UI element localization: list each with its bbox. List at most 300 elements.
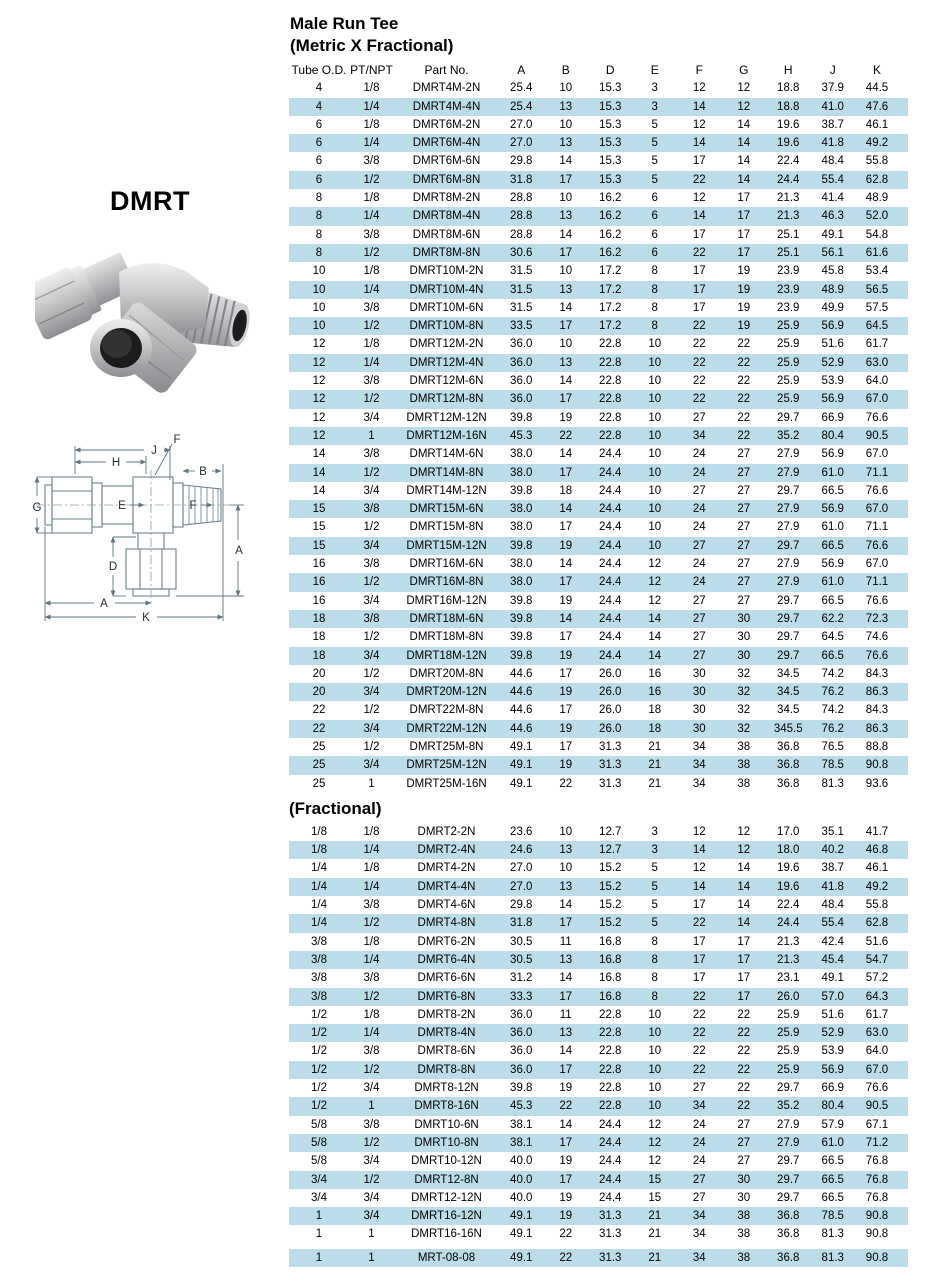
cell: 27: [737, 521, 751, 534]
cell: 14: [677, 841, 722, 859]
cell: 51.6: [821, 1008, 844, 1021]
cell: 27: [692, 631, 706, 644]
cell: 27: [737, 1155, 751, 1168]
cell: DMRT8-12N: [414, 1082, 479, 1095]
cell: 1: [368, 777, 375, 790]
table-row: [289, 537, 908, 555]
cell: 24.4: [766, 171, 811, 189]
cell: 17: [544, 988, 589, 1006]
column-header: H: [783, 63, 793, 77]
cell: 30.5: [499, 951, 544, 969]
cell: 21: [633, 756, 678, 774]
cell: 49.2: [855, 878, 908, 896]
cell: 27.9: [777, 448, 800, 461]
cell: 84.3: [865, 704, 889, 717]
column-header-row: [289, 61, 908, 79]
cell: 12: [289, 354, 349, 372]
cell: 24: [677, 464, 722, 482]
cell: 19: [737, 265, 751, 278]
cell: 56.1: [811, 244, 856, 262]
cell: 17: [544, 464, 589, 482]
cell: 67.0: [855, 1061, 908, 1079]
cell: DMRT12M-16N: [394, 427, 499, 445]
cell: 18: [633, 720, 678, 738]
cell: 26.0: [588, 683, 633, 701]
cell: 3/4: [289, 1171, 349, 1189]
cell: 1/8: [311, 825, 327, 838]
cell: 1/4: [289, 914, 349, 932]
cell: 14: [559, 1045, 573, 1058]
cell: 81.3: [811, 1249, 856, 1267]
cell: DMRT10-6N: [414, 1118, 479, 1131]
cell: 17.2: [599, 301, 622, 314]
cell: 24.4: [588, 1171, 633, 1189]
cell: 22: [544, 1249, 589, 1267]
cell: 36.0: [499, 1061, 544, 1079]
cell: 3/8: [349, 610, 394, 628]
cell: 29.7: [777, 631, 800, 644]
cell: 17: [544, 573, 589, 591]
cell: 1/2: [311, 1045, 327, 1058]
cell: 13: [544, 281, 589, 299]
cell: 3/8: [363, 972, 380, 985]
cell: 66.5: [821, 1155, 844, 1168]
cell: 15.3: [599, 82, 622, 95]
cell: 24.4: [599, 521, 622, 534]
cell: 38.1: [499, 1134, 544, 1152]
cell: 78.5: [811, 756, 856, 774]
dim-label-g: G: [32, 502, 42, 514]
cell: 12: [737, 825, 751, 838]
cell: DMRT6M-8N: [394, 171, 499, 189]
cell: 36.0: [510, 1045, 533, 1058]
cell: 48.4: [821, 899, 844, 912]
cell: 10: [648, 375, 662, 388]
cell: 1/2: [349, 1171, 394, 1189]
cell: 16.8: [599, 972, 622, 985]
cell: 48.4: [821, 155, 844, 168]
cell: 17: [544, 1134, 589, 1152]
cell: 49.1: [499, 1249, 544, 1267]
cell: 30: [737, 631, 751, 644]
cell: 29.7: [777, 594, 800, 607]
dimension-diagram: [18, 428, 280, 650]
cell: 49.1: [510, 777, 533, 790]
column-header: Tube O.D.: [291, 63, 347, 77]
cell: 33.5: [499, 317, 544, 335]
cell: 22: [722, 390, 767, 408]
cell: 16: [289, 573, 349, 591]
cell: 10: [289, 281, 349, 299]
cell: 38: [722, 1249, 767, 1267]
cell: 15.2: [588, 878, 633, 896]
cell: 38.0: [510, 448, 533, 461]
cell: DMRT18M-8N: [409, 631, 484, 644]
cell: 30: [737, 1191, 751, 1204]
cell: 1/4: [349, 878, 394, 896]
cell: 55.8: [865, 899, 889, 912]
cell: 90.8: [855, 756, 908, 774]
cell: 31.5: [510, 265, 533, 278]
table-row: [289, 701, 908, 719]
cell: 61.0: [811, 573, 856, 591]
cell: 71.1: [855, 464, 908, 482]
cell: 3/4: [363, 484, 380, 497]
cell: 31.3: [588, 1207, 633, 1225]
table-row: [289, 1207, 908, 1225]
cell: 1/4: [349, 951, 394, 969]
cell: 14: [677, 207, 722, 225]
cell: 74.2: [821, 704, 844, 717]
cell: 22.8: [599, 338, 622, 351]
cell: 38: [737, 777, 751, 790]
cell: 1/4: [349, 281, 394, 299]
table-row: [289, 665, 908, 683]
cell: 1: [315, 1228, 323, 1241]
cell: 27: [692, 1082, 706, 1095]
cell: 76.2: [811, 720, 856, 738]
page-title: Male Run Tee: [290, 14, 399, 33]
fractional-dimensions-table: [289, 823, 908, 1267]
table-row: [289, 823, 908, 841]
cell: 39.8: [499, 537, 544, 555]
cell: 25: [312, 777, 326, 790]
cell: 67.0: [865, 558, 889, 571]
cell: 14: [677, 98, 722, 116]
cell: 6: [289, 134, 349, 152]
cell: 34: [677, 427, 722, 445]
cell: 54.7: [855, 951, 908, 969]
cell: DMRT4-8N: [394, 914, 499, 932]
cell: 36.0: [510, 338, 533, 351]
cell: 17: [737, 228, 751, 241]
cell: 3/8: [363, 1118, 380, 1131]
cell: 22: [312, 704, 326, 717]
cell: 14: [633, 610, 678, 628]
cell: 29.7: [777, 484, 800, 497]
cell: 41.7: [865, 825, 889, 838]
cell: 55.4: [811, 171, 856, 189]
cell: 3/4: [363, 594, 380, 607]
cell: 16.8: [588, 988, 633, 1006]
cell: 19: [737, 301, 751, 314]
cell: 45.8: [821, 265, 844, 278]
column-header: D: [605, 63, 615, 77]
column-header: J: [829, 63, 836, 77]
cell: 15.3: [599, 118, 622, 131]
cell: 27.0: [499, 134, 544, 152]
cell: 15.3: [599, 155, 622, 168]
table-row: [289, 933, 908, 951]
cell: 74.6: [865, 631, 889, 644]
cell: 27.9: [766, 1134, 811, 1152]
cell: 10: [648, 448, 662, 461]
cell: 90.8: [865, 1228, 889, 1241]
cell: 76.8: [865, 1155, 889, 1168]
cell: 25: [289, 756, 349, 774]
cell: 56.9: [811, 1061, 856, 1079]
cell: 19: [559, 1191, 573, 1204]
cell: 66.5: [821, 1191, 844, 1204]
cell: 10: [312, 265, 326, 278]
cell: 62.2: [811, 610, 856, 628]
cell: 1: [368, 1228, 375, 1241]
cell: 29.7: [766, 537, 811, 555]
cell: 63.0: [855, 1024, 908, 1042]
cell: 10: [633, 1024, 678, 1042]
cell: 67.1: [865, 1118, 889, 1131]
cell: 40.0: [510, 1191, 533, 1204]
cell: 17.2: [588, 281, 633, 299]
cell: 22: [677, 914, 722, 932]
cell: 20: [312, 667, 326, 680]
table-row: [289, 775, 908, 793]
cell: 10: [633, 354, 678, 372]
cell: 5: [651, 118, 658, 131]
cell: 80.4: [811, 1097, 856, 1115]
cell: 31.2: [510, 972, 533, 985]
cell: 25: [312, 740, 326, 753]
cell: 17: [692, 265, 706, 278]
cell: 13: [544, 1024, 589, 1042]
cell: 1/2: [363, 704, 380, 717]
cell: 23.9: [777, 301, 800, 314]
cell: 25.9: [766, 317, 811, 335]
cell: 24.4: [599, 594, 622, 607]
cell: 38.0: [499, 573, 544, 591]
cell: 12: [312, 338, 326, 351]
cell: 25.4: [510, 82, 533, 95]
cell: 35.2: [766, 1097, 811, 1115]
cell: 36.0: [510, 1008, 533, 1021]
cell: 46.1: [865, 118, 889, 131]
cell: 39.8: [510, 631, 533, 644]
cell: 17: [737, 935, 751, 948]
cell: MRT-08-08: [394, 1249, 499, 1267]
cell: 17: [722, 207, 767, 225]
cell: 90.5: [855, 427, 908, 445]
cell: 17: [544, 317, 589, 335]
cell: 49.1: [499, 1207, 544, 1225]
cell: 1/8: [363, 1008, 380, 1021]
cell: 42.4: [821, 935, 844, 948]
cell: 55.8: [865, 155, 889, 168]
cell: 22: [559, 777, 573, 790]
cell: 5: [633, 914, 678, 932]
table-row: [289, 207, 908, 225]
cell: 76.6: [855, 537, 908, 555]
cell: 31.8: [499, 171, 544, 189]
cell: 14: [559, 899, 573, 912]
cell: 14: [312, 448, 326, 461]
cell: 8: [633, 281, 678, 299]
cell: 22: [692, 1008, 706, 1021]
cell: 56.9: [811, 390, 856, 408]
cell: 8: [651, 301, 658, 314]
cell: 61.0: [811, 1134, 856, 1152]
cell: 16: [648, 667, 662, 680]
cell: 17: [692, 228, 706, 241]
cell: 22.8: [599, 411, 622, 424]
cell: 27: [722, 537, 767, 555]
cell: 52.9: [811, 1024, 856, 1042]
cell: 14: [559, 155, 573, 168]
cell: 31.3: [599, 1228, 622, 1241]
table-row: [289, 1006, 908, 1024]
cell: 25.9: [766, 1024, 811, 1042]
cell: 17: [544, 914, 589, 932]
cell: 21.3: [777, 192, 800, 205]
cell: 6: [315, 118, 323, 131]
cell: 27.9: [777, 558, 800, 571]
cell: 86.3: [855, 683, 908, 701]
cell: 21: [633, 1249, 678, 1267]
cell: DMRT6-4N: [394, 951, 499, 969]
column-header: F: [695, 63, 703, 77]
cell: 39.8: [510, 1082, 533, 1095]
cell: 90.5: [855, 1097, 908, 1115]
cell: DMRT8M-6N: [412, 228, 481, 241]
cell: 6: [651, 228, 658, 241]
cell: 25.9: [777, 1008, 800, 1021]
cell: 61.0: [821, 521, 844, 534]
cell: 64.5: [821, 631, 844, 644]
cell: 17: [559, 521, 573, 534]
cell: 17: [692, 155, 706, 168]
cell: 34: [677, 1097, 722, 1115]
cell: 24.4: [599, 484, 622, 497]
table-row: [289, 518, 908, 536]
cell: 21: [633, 1207, 678, 1225]
cell: 18.8: [766, 98, 811, 116]
cell: 19.6: [766, 134, 811, 152]
cell: 24.4: [599, 448, 622, 461]
cell: 22.8: [599, 375, 622, 388]
cell: 12: [289, 390, 349, 408]
cell: 3/8: [311, 972, 327, 985]
cell: 14: [677, 878, 722, 896]
cell: 39.8: [510, 594, 533, 607]
cell: 22: [737, 1082, 751, 1095]
table-row: [289, 1097, 908, 1115]
cell: 17: [544, 1171, 589, 1189]
cell: 22: [737, 375, 751, 388]
cell: 93.6: [865, 777, 889, 790]
cell: 14: [559, 448, 573, 461]
cell: 23.6: [510, 825, 533, 838]
cell: 1/4: [289, 878, 349, 896]
column-header: PT/NPT: [350, 63, 393, 77]
cell: 31.3: [599, 777, 622, 790]
cell: DMRT25M-16N: [406, 777, 487, 790]
cell: 31.3: [588, 1249, 633, 1267]
cell: 14: [737, 118, 751, 131]
cell: DMRT8-6N: [417, 1045, 476, 1058]
cell: 12: [722, 841, 767, 859]
cell: 10: [633, 390, 678, 408]
dim-label-d: D: [108, 561, 118, 573]
cell: 53.9: [821, 375, 844, 388]
cell: 1/2: [349, 1061, 394, 1079]
cell: 45.4: [811, 951, 856, 969]
cell: 14: [648, 631, 662, 644]
cell: 3/8: [311, 935, 327, 948]
cell: DMRT16M-8N: [394, 573, 499, 591]
cell: 44.6: [510, 704, 533, 717]
cell: 17: [559, 704, 573, 717]
cell: 24: [692, 521, 706, 534]
cell: 22: [677, 171, 722, 189]
column-header: A: [517, 63, 526, 77]
cell: 21.3: [766, 207, 811, 225]
cell: 36.0: [499, 390, 544, 408]
column-header: G: [739, 63, 749, 77]
cell: 16.2: [588, 207, 633, 225]
cell: 3/4: [363, 1082, 380, 1095]
cell: 24.4: [588, 500, 633, 518]
table-row: [289, 1225, 908, 1243]
cell: 10: [559, 118, 573, 131]
cell: 17: [544, 171, 589, 189]
dim-label-f-right: F: [189, 500, 197, 512]
cell: 1/8: [363, 192, 380, 205]
cell: 22.8: [588, 1061, 633, 1079]
cell: 67.0: [855, 500, 908, 518]
table-row: [289, 1042, 908, 1060]
cell: 31.3: [588, 756, 633, 774]
cell: 12: [692, 862, 706, 875]
cell: 22: [677, 988, 722, 1006]
dim-label-f-top: F: [173, 434, 181, 446]
cell: 22: [677, 1024, 722, 1042]
cell: 10: [648, 1008, 662, 1021]
cell: 17: [722, 988, 767, 1006]
cell: 12: [312, 411, 326, 424]
cell: 57.0: [811, 988, 856, 1006]
cell: 28.8: [510, 228, 533, 241]
cell: 3/8: [363, 228, 380, 241]
cell: 13: [544, 951, 589, 969]
cell: 56.9: [821, 448, 844, 461]
cell: 71.1: [855, 573, 908, 591]
cell: 14: [722, 171, 767, 189]
cell: 24: [677, 573, 722, 591]
cell: 3/8: [363, 301, 380, 314]
cell: DMRT2-4N: [394, 841, 499, 859]
cell: 17: [692, 899, 706, 912]
cell: 27: [692, 484, 706, 497]
table-row: [289, 354, 908, 372]
cell: 49.1: [510, 740, 533, 753]
cell: 14: [737, 899, 751, 912]
cell: 30: [677, 720, 722, 738]
cell: 14: [559, 972, 573, 985]
table-row: [289, 1171, 908, 1189]
cell: 20: [289, 683, 349, 701]
cell: 10: [312, 301, 326, 314]
cell: 52.9: [811, 354, 856, 372]
cell: 76.6: [865, 484, 889, 497]
cell: 21: [648, 740, 662, 753]
cell: 10: [559, 82, 573, 95]
cell: 14: [737, 155, 751, 168]
cell: 22: [559, 1228, 573, 1241]
cell: 1/8: [363, 118, 380, 131]
cell: 12: [737, 82, 751, 95]
cell: 22: [722, 1061, 767, 1079]
cell: 34: [677, 756, 722, 774]
cell: 5: [633, 878, 678, 896]
